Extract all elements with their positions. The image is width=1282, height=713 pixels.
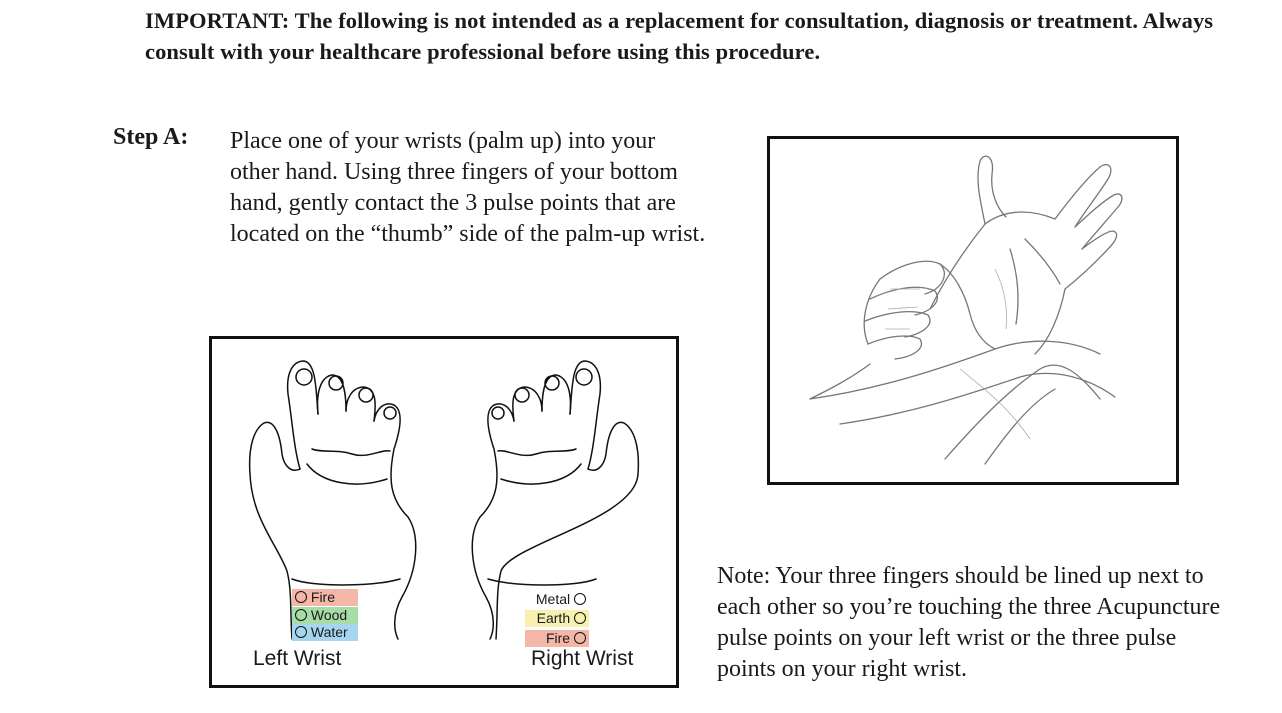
pulse-point-icon: [574, 612, 586, 624]
step-label: Step A:: [113, 124, 189, 150]
right-point-metal: Metal: [525, 591, 589, 608]
pulse-point-icon: [295, 626, 307, 638]
step-instructions: Place one of your wrists (palm up) into your other hand. Using three fingers of your bottom hand, gently contact the 3 pulse points that are located on the “thumb” side of the palm-up wrist.: [230, 128, 706, 247]
pulse-point-icon: [295, 609, 307, 621]
right-wrist-label: Right Wrist: [531, 647, 634, 670]
pulse-point-icon: [295, 591, 307, 603]
alignment-note: Note: Your three fingers should be lined up next to each other so you’re touching the three Acupuncture pulse points on your left wrist or the three pulse points on your right wrist.: [717, 563, 1221, 682]
pulse-point-icon: [574, 632, 586, 644]
hand-sketch-icon: [770, 139, 1176, 482]
pulse-point-icon: [574, 593, 586, 605]
left-wrist-label: Left Wrist: [253, 647, 342, 670]
left-point-water: Water: [292, 624, 358, 641]
wrist-pulse-diagram: [209, 336, 679, 688]
left-point-fire: Fire: [292, 589, 358, 606]
left-point-wood: Wood: [292, 607, 358, 624]
disclaimer-notice: IMPORTANT: The following is not intended as a replacement for consultation, diagnosis or treatment. Always consult with your healthcare professional before using this procedure.: [145, 8, 1214, 64]
hand-holding-wrist-illustration: [767, 136, 1179, 485]
cupped-hands-icon: [212, 339, 676, 685]
right-point-earth: Earth: [525, 610, 589, 627]
right-point-fire: Fire: [525, 630, 589, 647]
